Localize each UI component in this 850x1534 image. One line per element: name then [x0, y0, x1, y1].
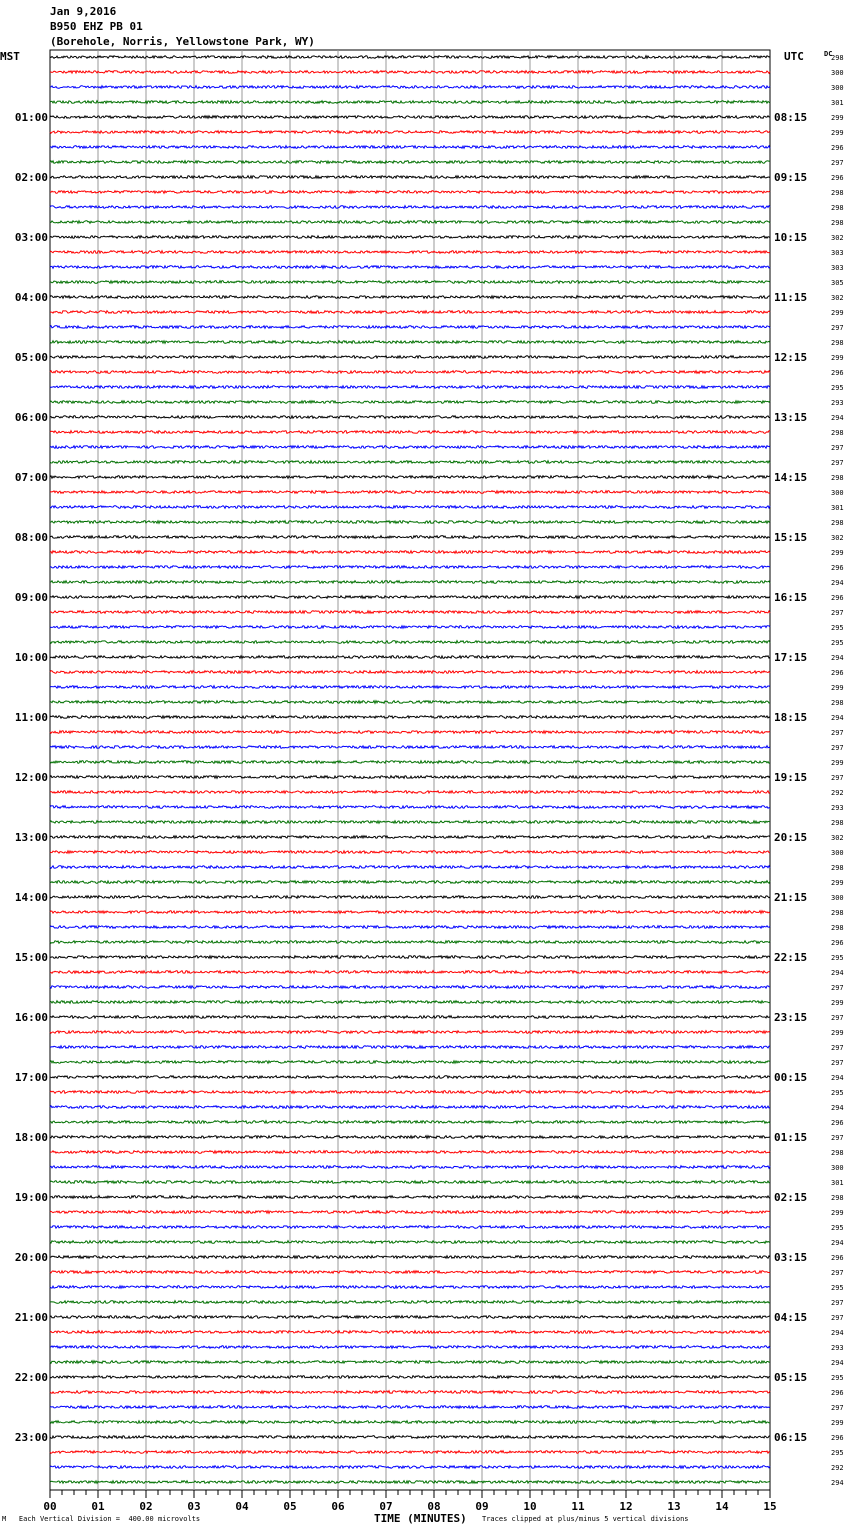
dc-offset-label: 294 — [831, 1329, 844, 1337]
dc-offset-label: 294 — [831, 579, 844, 587]
hour-label-right: 11:15 — [774, 291, 808, 304]
dc-offset-label: 297 — [831, 729, 844, 737]
seismic-trace — [50, 446, 770, 449]
dc-offset-label: 299 — [831, 549, 844, 557]
dc-offset-label: 298 — [831, 219, 844, 227]
dc-offset-label: 297 — [831, 159, 844, 167]
hour-label-right: 09:15 — [774, 171, 808, 184]
hour-label-left: 20:00 — [14, 1251, 48, 1264]
x-tick-label: 07 — [379, 1500, 393, 1513]
seismic-trace — [50, 791, 770, 794]
seismic-trace — [50, 1451, 770, 1454]
dc-header-label: DC — [824, 50, 833, 58]
hour-label-right: 16:15 — [774, 591, 808, 604]
seismic-trace — [50, 536, 770, 539]
x-tick-label: 04 — [235, 1500, 249, 1513]
hour-label-left: 05:00 — [14, 351, 48, 364]
hour-label-right: 13:15 — [774, 411, 808, 424]
hour-label-right: 12:15 — [774, 351, 808, 364]
dc-offset-label: 295 — [831, 624, 844, 632]
seismic-trace — [50, 626, 770, 629]
seismic-trace — [50, 1376, 770, 1379]
x-tick-label: 15 — [763, 1500, 777, 1513]
dc-offset-label: 296 — [831, 144, 844, 152]
dc-offset-label: 297 — [831, 324, 844, 332]
dc-offset-label: 297 — [831, 774, 844, 782]
dc-offset-label: 297 — [831, 1269, 844, 1277]
seismic-trace — [50, 956, 770, 959]
seismic-trace — [50, 1316, 770, 1319]
hour-label-right: 19:15 — [774, 771, 808, 784]
dc-offset-label: 295 — [831, 384, 844, 392]
dc-offset-label: 298 — [831, 924, 844, 932]
dc-offset-label: 296 — [831, 939, 844, 947]
right-timezone-label: UTC — [784, 50, 804, 63]
dc-offset-label: 295 — [831, 639, 844, 647]
hour-label-right: 01:15 — [774, 1131, 808, 1144]
seismic-trace — [50, 1346, 770, 1349]
hour-label-left: 04:00 — [14, 291, 48, 304]
dc-offset-label: 297 — [831, 1014, 844, 1022]
hour-label-right: 02:15 — [774, 1191, 808, 1204]
seismic-trace — [50, 476, 770, 479]
x-tick-label: 09 — [475, 1500, 489, 1513]
scale-text: Each Vertical Division = 400.00 microvolts — [18, 1515, 201, 1523]
dc-offset-label: 296 — [831, 669, 844, 677]
seismic-trace — [50, 311, 770, 314]
hour-label-left: 23:00 — [14, 1431, 48, 1444]
dc-offset-label: 294 — [831, 714, 844, 722]
dc-offset-label: 299 — [831, 879, 844, 887]
seismic-trace — [50, 776, 770, 779]
seismic-trace — [50, 206, 770, 209]
dc-offset-label: 296 — [831, 564, 844, 572]
dc-offset-label: 296 — [831, 1254, 844, 1262]
dc-offset-label: 302 — [831, 234, 844, 242]
hour-label-right: 03:15 — [774, 1251, 808, 1264]
seismic-trace — [50, 1271, 770, 1274]
dc-offset-label: 297 — [831, 1404, 844, 1412]
seismic-trace — [50, 581, 770, 584]
chart-date: Jan 9,2016 — [50, 5, 117, 18]
seismic-trace — [50, 881, 770, 884]
seismic-trace — [50, 161, 770, 164]
seismic-trace — [50, 716, 770, 719]
dc-offset-label: 297 — [831, 609, 844, 617]
seismic-trace — [50, 986, 770, 989]
seismic-trace — [50, 1121, 770, 1124]
hour-label-left: 16:00 — [14, 1011, 48, 1024]
seismic-trace — [50, 401, 770, 404]
x-tick-label: 13 — [667, 1500, 681, 1513]
seismic-trace — [50, 1481, 770, 1484]
dc-offset-label: 298 — [831, 864, 844, 872]
dc-offset-label: 295 — [831, 1089, 844, 1097]
hour-label-left: 09:00 — [14, 591, 48, 604]
hour-label-left: 02:00 — [14, 171, 48, 184]
hour-label-right: 23:15 — [774, 1011, 808, 1024]
dc-offset-label: 300 — [831, 894, 844, 902]
dc-offset-label: 295 — [831, 1449, 844, 1457]
seismic-trace — [50, 1301, 770, 1304]
scale-prefix: M — [2, 1515, 7, 1523]
seismic-trace — [50, 731, 770, 734]
dc-offset-label: 299 — [831, 1209, 844, 1217]
hour-label-left: 21:00 — [14, 1311, 48, 1324]
seismic-trace — [50, 851, 770, 854]
hour-label-right: 15:15 — [774, 531, 808, 544]
dc-offset-label: 294 — [831, 1479, 844, 1487]
dc-offset-label: 300 — [831, 489, 844, 497]
seismic-trace — [50, 1016, 770, 1019]
x-tick-label: 03 — [187, 1500, 201, 1513]
seismic-trace — [50, 56, 770, 59]
hour-label-left: 03:00 — [14, 231, 48, 244]
seismic-trace — [50, 926, 770, 929]
dc-offset-label: 301 — [831, 504, 844, 512]
left-timezone-label: MST — [0, 50, 20, 63]
x-tick-label: 08 — [427, 1500, 441, 1513]
hour-label-right: 06:15 — [774, 1431, 808, 1444]
x-tick-label: 06 — [331, 1500, 345, 1513]
hour-label-left: 11:00 — [14, 711, 48, 724]
hour-label-left: 01:00 — [14, 111, 48, 124]
seismic-trace — [50, 416, 770, 419]
dc-offset-label: 298 — [831, 1194, 844, 1202]
seismic-trace — [50, 1046, 770, 1049]
seismic-trace — [50, 101, 770, 104]
seismic-trace — [50, 941, 770, 944]
hour-label-right: 14:15 — [774, 471, 808, 484]
dc-offset-label: 298 — [831, 819, 844, 827]
seismic-trace — [50, 1166, 770, 1169]
x-tick-label: 02 — [139, 1500, 153, 1513]
seismic-trace — [50, 611, 770, 614]
hour-label-right: 10:15 — [774, 231, 808, 244]
seismic-trace — [50, 251, 770, 254]
dc-offset-label: 298 — [831, 909, 844, 917]
dc-offset-label: 292 — [831, 1464, 844, 1472]
dc-offset-label: 295 — [831, 1284, 844, 1292]
hour-label-right: 22:15 — [774, 951, 808, 964]
seismic-trace — [50, 1406, 770, 1409]
seismic-trace — [50, 1436, 770, 1439]
dc-offset-label: 294 — [831, 1359, 844, 1367]
dc-offset-label: 299 — [831, 354, 844, 362]
seismic-trace — [50, 1211, 770, 1214]
dc-offset-label: 303 — [831, 264, 844, 272]
dc-offset-label: 300 — [831, 1164, 844, 1172]
hour-label-right: 04:15 — [774, 1311, 808, 1324]
dc-offset-label: 293 — [831, 804, 844, 812]
dc-offset-label: 296 — [831, 1119, 844, 1127]
hour-label-left: 19:00 — [14, 1191, 48, 1204]
seismic-trace — [50, 221, 770, 224]
hour-label-left: 17:00 — [14, 1071, 48, 1084]
hour-label-left: 22:00 — [14, 1371, 48, 1384]
dc-offset-label: 298 — [831, 1149, 844, 1157]
dc-offset-label: 297 — [831, 1059, 844, 1067]
dc-offset-label: 299 — [831, 309, 844, 317]
dc-offset-label: 303 — [831, 249, 844, 257]
dc-offset-label: 292 — [831, 789, 844, 797]
dc-offset-label: 298 — [831, 699, 844, 707]
dc-offset-label: 301 — [831, 99, 844, 107]
dc-offset-label: 298 — [831, 339, 844, 347]
x-tick-label: 00 — [43, 1500, 57, 1513]
seismic-trace — [50, 1151, 770, 1154]
seismic-trace — [50, 1466, 770, 1469]
seismic-trace — [50, 761, 770, 764]
dc-offset-label: 297 — [831, 1134, 844, 1142]
dc-offset-label: 295 — [831, 1374, 844, 1382]
seismic-trace — [50, 506, 770, 509]
x-tick-label: 05 — [283, 1500, 297, 1513]
dc-offset-label: 297 — [831, 984, 844, 992]
seismic-trace — [50, 1391, 770, 1394]
seismic-trace — [50, 1421, 770, 1424]
seismic-trace — [50, 596, 770, 599]
hour-label-left: 13:00 — [14, 831, 48, 844]
scale-note — [2, 1515, 200, 1523]
x-axis-label: TIME (MINUTES) — [374, 1512, 467, 1525]
seismic-trace — [50, 266, 770, 269]
seismic-trace — [50, 1106, 770, 1109]
seismic-trace — [50, 146, 770, 149]
dc-offset-label: 299 — [831, 684, 844, 692]
seismic-trace — [50, 116, 770, 119]
seismic-trace — [50, 1181, 770, 1184]
dc-offset-label: 294 — [831, 654, 844, 662]
seismic-trace — [50, 1331, 770, 1334]
dc-offset-label: 299 — [831, 999, 844, 1007]
dc-offset-label: 296 — [831, 369, 844, 377]
x-tick-label: 12 — [619, 1500, 633, 1513]
seismic-trace — [50, 1076, 770, 1079]
dc-offset-label: 300 — [831, 84, 844, 92]
seismic-trace — [50, 1001, 770, 1004]
dc-offset-label: 302 — [831, 834, 844, 842]
dc-offset-label: 298 — [831, 189, 844, 197]
seismic-trace — [50, 236, 770, 239]
dc-offset-label: 298 — [831, 474, 844, 482]
seismic-trace — [50, 686, 770, 689]
seismic-trace — [50, 71, 770, 74]
seismic-trace — [50, 341, 770, 344]
seismic-trace — [50, 326, 770, 329]
seismic-trace — [50, 1031, 770, 1034]
hour-label-left: 08:00 — [14, 531, 48, 544]
dc-offset-label: 294 — [831, 1239, 844, 1247]
dc-offset-label: 293 — [831, 399, 844, 407]
seismic-trace — [50, 701, 770, 704]
dc-offset-label: 296 — [831, 594, 844, 602]
chart-title: B950 EHZ PB 01 — [50, 20, 143, 33]
seismic-trace — [50, 551, 770, 554]
seismic-trace — [50, 86, 770, 89]
hour-label-right: 08:15 — [774, 111, 808, 124]
chart-subtitle: (Borehole, Norris, Yellowstone Park, WY) — [50, 35, 315, 48]
hour-label-left: 07:00 — [14, 471, 48, 484]
seismic-trace — [50, 671, 770, 674]
x-tick-label: 14 — [715, 1500, 729, 1513]
seismic-trace — [50, 281, 770, 284]
seismic-trace — [50, 806, 770, 809]
seismic-trace — [50, 371, 770, 374]
seismic-trace — [50, 1241, 770, 1244]
seismic-trace — [50, 1136, 770, 1139]
dc-offset-label: 297 — [831, 744, 844, 752]
plot-frame — [50, 50, 770, 1490]
hour-label-right: 17:15 — [774, 651, 808, 664]
hour-label-left: 14:00 — [14, 891, 48, 904]
dc-offset-label: 296 — [831, 1434, 844, 1442]
dc-offset-label: 298 — [831, 204, 844, 212]
x-tick-label: 10 — [523, 1500, 537, 1513]
hour-label-right: 00:15 — [774, 1071, 808, 1084]
hour-label-right: 05:15 — [774, 1371, 808, 1384]
seismic-trace — [50, 356, 770, 359]
dc-offset-label: 300 — [831, 69, 844, 77]
seismic-trace — [50, 431, 770, 434]
dc-offset-label: 299 — [831, 114, 844, 122]
dc-offset-label: 302 — [831, 534, 844, 542]
x-tick-label: 01 — [91, 1500, 105, 1513]
seismic-trace — [50, 641, 770, 644]
dc-offset-label: 296 — [831, 1389, 844, 1397]
hour-label-right: 21:15 — [774, 891, 808, 904]
seismic-trace — [50, 461, 770, 464]
dc-offset-label: 293 — [831, 1344, 844, 1352]
dc-offset-label: 299 — [831, 129, 844, 137]
seismic-trace — [50, 1361, 770, 1364]
seismic-trace — [50, 491, 770, 494]
dc-offset-label: 297 — [831, 459, 844, 467]
dc-offset-label: 305 — [831, 279, 844, 287]
dc-offset-label: 299 — [831, 1419, 844, 1427]
seismic-trace — [50, 566, 770, 569]
seismic-trace — [50, 1286, 770, 1289]
dc-offset-label: 302 — [831, 294, 844, 302]
x-tick-label: 11 — [571, 1500, 585, 1513]
hour-label-left: 12:00 — [14, 771, 48, 784]
dc-offset-label: 300 — [831, 849, 844, 857]
dc-offset-label: 297 — [831, 444, 844, 452]
seismic-trace — [50, 896, 770, 899]
dc-offset-label: 299 — [831, 759, 844, 767]
dc-offset-label: 298 — [831, 54, 844, 62]
dc-offset-label: 297 — [831, 1314, 844, 1322]
dc-offset-label: 294 — [831, 1104, 844, 1112]
dc-offset-label: 301 — [831, 1179, 844, 1187]
seismic-trace — [50, 836, 770, 839]
hour-label-left: 10:00 — [14, 651, 48, 664]
hour-label-right: 20:15 — [774, 831, 808, 844]
seismic-trace — [50, 386, 770, 389]
seismic-trace — [50, 296, 770, 299]
seismic-trace — [50, 1196, 770, 1199]
seismic-trace — [50, 746, 770, 749]
hour-label-left: 15:00 — [14, 951, 48, 964]
seismic-trace — [50, 191, 770, 194]
seismic-trace — [50, 911, 770, 914]
dc-offset-label: 297 — [831, 1299, 844, 1307]
seismic-trace — [50, 1091, 770, 1094]
hour-label-right: 18:15 — [774, 711, 808, 724]
dc-offset-label: 294 — [831, 414, 844, 422]
dc-offset-label: 294 — [831, 969, 844, 977]
seismic-trace — [50, 1061, 770, 1064]
seismic-trace — [50, 131, 770, 134]
hour-label-left: 18:00 — [14, 1131, 48, 1144]
hour-label-left: 06:00 — [14, 411, 48, 424]
dc-offset-label: 297 — [831, 1044, 844, 1052]
seismic-trace — [50, 866, 770, 869]
seismic-trace — [50, 821, 770, 824]
dc-offset-label: 294 — [831, 1074, 844, 1082]
dc-offset-label: 299 — [831, 1029, 844, 1037]
clip-note: Traces clipped at plus/minus 5 vertical divisions — [482, 1515, 689, 1523]
dc-offset-label: 295 — [831, 954, 844, 962]
seismic-trace — [50, 521, 770, 524]
seismic-trace — [50, 971, 770, 974]
seismic-trace — [50, 656, 770, 659]
dc-offset-label: 298 — [831, 429, 844, 437]
dc-offset-label: 295 — [831, 1224, 844, 1232]
seismic-trace — [50, 176, 770, 179]
dc-offset-label: 298 — [831, 519, 844, 527]
seismic-trace — [50, 1226, 770, 1229]
dc-offset-label: 296 — [831, 174, 844, 182]
seismic-trace — [50, 1256, 770, 1259]
